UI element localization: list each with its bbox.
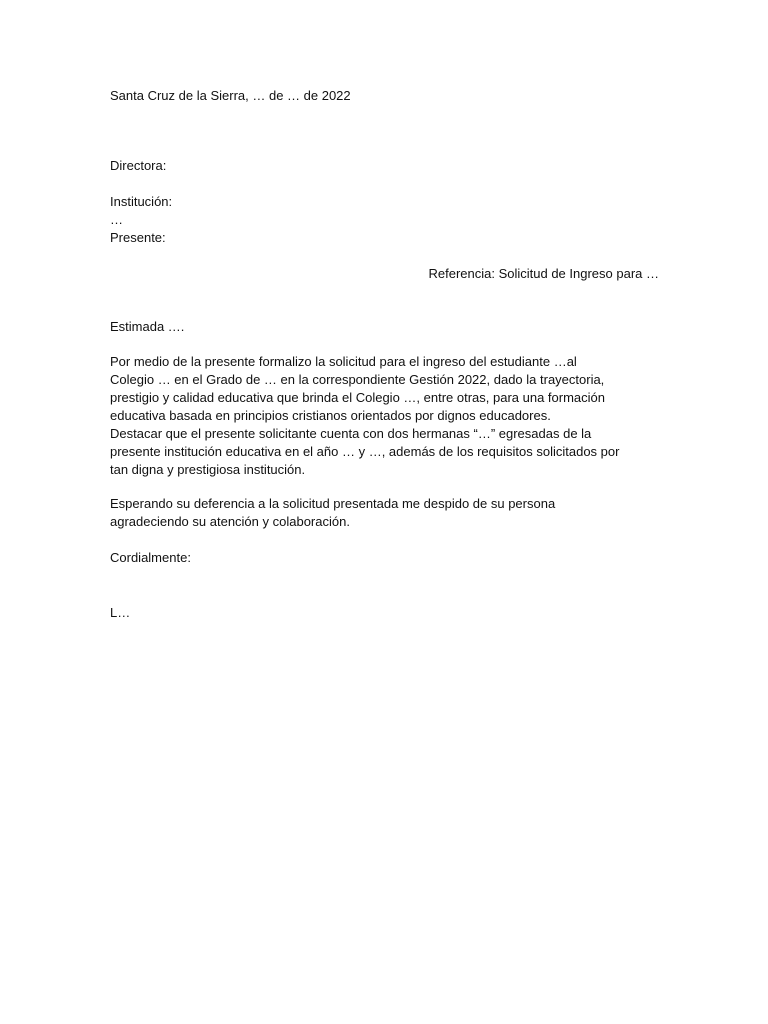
place-and-date: Santa Cruz de la Sierra, … de … de 2022 — [110, 88, 351, 103]
paragraph-line: Por medio de la presente formalizo la solicitud para el ingreso del estudiante …al — [110, 354, 577, 369]
closing: Cordialmente: — [110, 550, 191, 565]
recipient-title: Directora: — [110, 158, 167, 173]
institution-value: … — [110, 212, 123, 227]
greeting: Estimada …. — [110, 319, 185, 334]
paragraph-line: tan digna y prestigiosa institución. — [110, 462, 306, 477]
reference-line: Referencia: Solicitud de Ingreso para … — [428, 266, 659, 281]
paragraph-line: Esperando su deferencia a la solicitud presentada me despido de su persona — [110, 496, 556, 511]
present-label: Presente: — [110, 230, 166, 245]
paragraph-line: educativa basada en principios cristianos orientados por dignos educadores. — [110, 408, 551, 423]
paragraph-line: agradeciendo su atención y colaboración. — [110, 514, 350, 529]
body-paragraph-2 — [110, 495, 670, 531]
paragraph-line: Colegio … en el Grado de … en la correspondiente Gestión 2022, dado la trayectoria, — [110, 372, 605, 387]
paragraph-line: Destacar que el presente solicitante cuenta con dos hermanas “…” egresadas de la — [110, 426, 592, 441]
signature: L… — [110, 605, 131, 620]
paragraph-line: presente institución educativa en el año … y …, además de los requisitos solicitados por — [110, 444, 620, 459]
institution-label: Institución: — [110, 194, 173, 209]
paragraph-line: prestigio y calidad educativa que brinda el Colegio …, entre otras, para una formación — [110, 390, 606, 405]
body-paragraph-1 — [110, 353, 670, 479]
